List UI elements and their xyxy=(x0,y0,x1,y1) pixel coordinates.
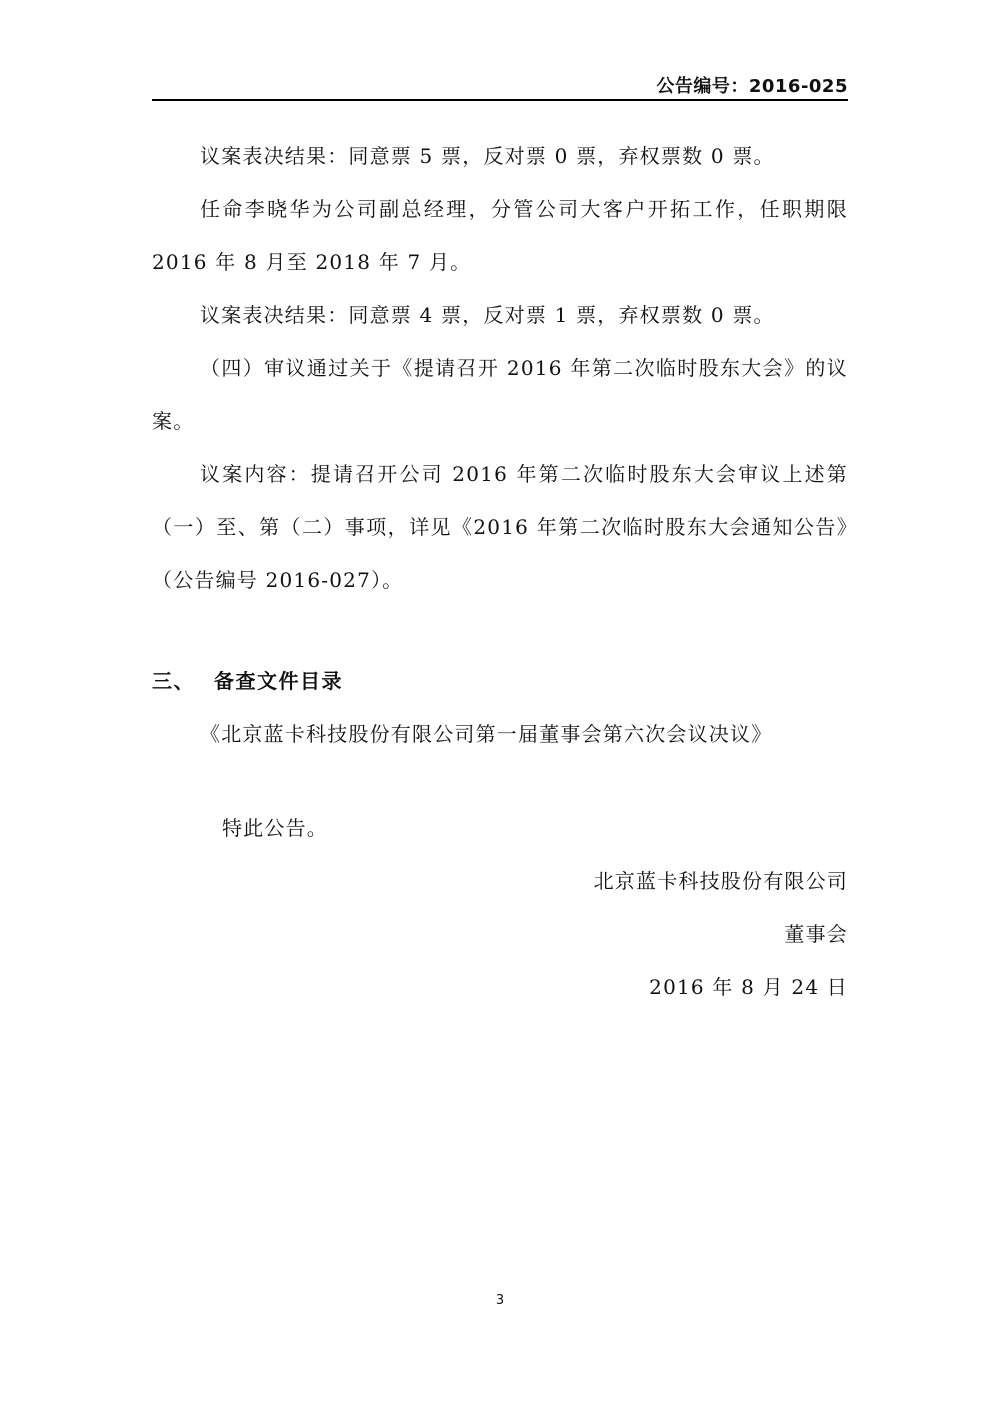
paragraph-vote-result-2: 议案表决结果：同意票 4 票，反对票 1 票，弃权票数 0 票。 xyxy=(200,303,775,327)
section-heading xyxy=(152,655,848,708)
reference-document: 《北京蓝卡科技股份有限公司第一届董事会第六次会议决议》 xyxy=(200,722,773,746)
section-number: 三、 xyxy=(152,669,195,693)
signature-board: 董事会 xyxy=(784,922,848,946)
paragraph-vote-result-1: 议案表决结果：同意票 5 票，反对票 0 票，弃权票数 0 票。 xyxy=(200,144,775,168)
signature-date: 2016 年 8 月 24 日 xyxy=(649,975,848,999)
section-title: 备查文件目录 xyxy=(214,669,343,693)
signature-block xyxy=(594,855,848,1014)
closing-statement: 特此公告。 xyxy=(222,816,328,840)
paragraph-motion-content: 议案内容：提请召开公司 2016 年第二次临时股东大会审议上述第（一）至、第（二）事项，详见《2016 年第二次临时股东大会通知公告》（公告编号 2016-027）。 xyxy=(152,462,848,592)
header-rule xyxy=(152,99,848,101)
page-number: 3 xyxy=(495,1293,505,1308)
paragraph-appointment: 任命李晓华为公司副总经理，分管公司大客户开拓工作，任职期限 2016 年 8 月至 2018 年 7 月。 xyxy=(152,197,848,274)
announcement-number: 公告编号：2016-025 xyxy=(656,76,848,97)
document-body xyxy=(152,130,848,761)
signature-company: 北京蓝卡科技股份有限公司 xyxy=(593,869,848,893)
paragraph-motion-four: （四）审议通过关于《提请召开 2016 年第二次临时股东大会》的议案。 xyxy=(152,356,848,433)
